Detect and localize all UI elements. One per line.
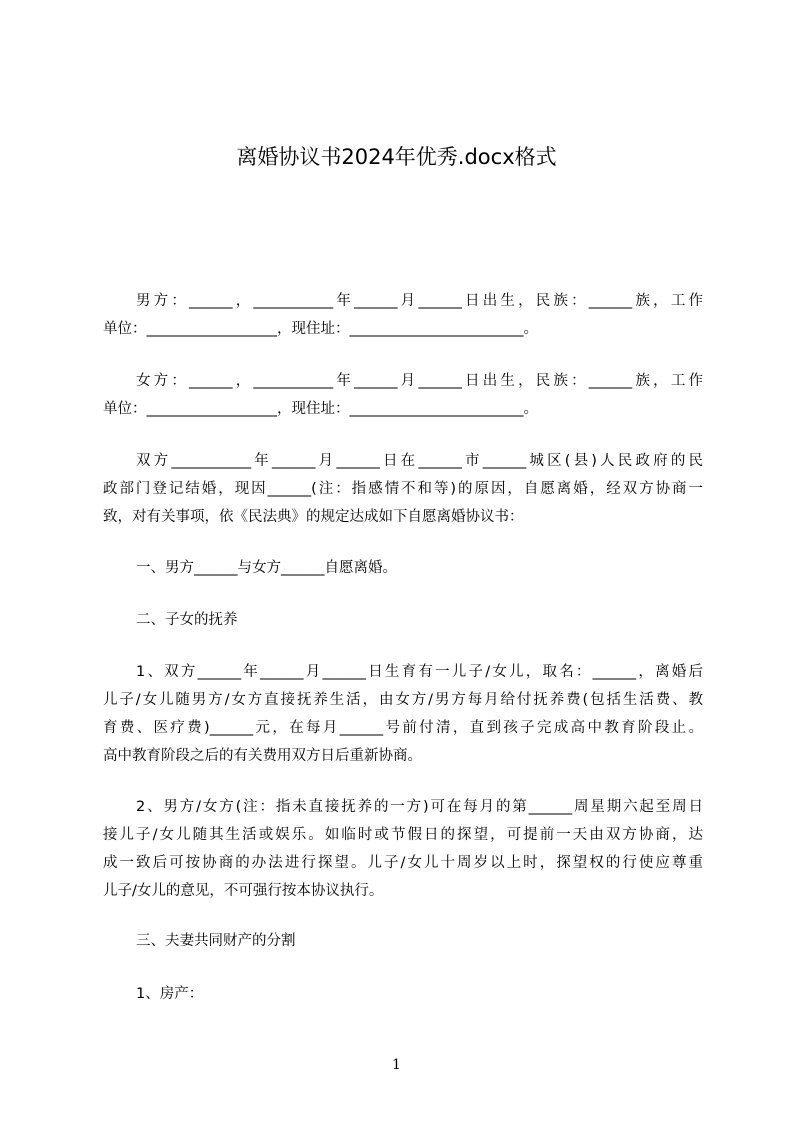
- text-line: 成一致后可按协商的办法进行探望。儿子/女儿十周岁以上时，探望权的行使应尊重: [103, 855, 703, 871]
- text-line: 单位：__________________，现住址：________________________。: [103, 401, 538, 417]
- text-line: 1、双方______年______月______日生育有一儿子/女儿，取名：______，离婚后: [136, 664, 703, 680]
- text-line: 育费、医疗费)______元，在每月______号前付清，直到孩子完成高中教育阶段止。: [103, 720, 703, 736]
- paragraph-marriage-info: [103, 447, 703, 531]
- text-line: 高中教育阶段之后的有关费用双方日后重新协商。: [103, 748, 422, 764]
- text-line: 双方___________年______月______日在______市______城区(县)人民政府的民: [136, 453, 703, 469]
- section-heading-real-estate: [103, 980, 703, 1008]
- text-line: 接儿子/女儿随其生活或娱乐。如临时或节假日的探望，可提前一天由双方协商，达: [103, 827, 703, 843]
- section-heading-child-custody: [103, 606, 703, 634]
- document-title: 离婚协议书2024年优秀.docx格式: [236, 145, 557, 169]
- page-number: 1: [392, 1057, 401, 1073]
- text-line: 单位：__________________，现住址：________________________。: [103, 321, 538, 337]
- text-line: 一、男方______与女方______自愿离婚。: [136, 560, 397, 576]
- text-line: 女方：______，___________年______月______日出生，民族：______族，工作: [136, 373, 703, 389]
- paragraph-husband-info: [103, 287, 703, 343]
- text-line: 儿子/女儿随男方/女方直接抚养生活，由女方/男方每月给付抚养费(包括生活费、教: [103, 692, 703, 708]
- text-line: 二、子女的抚养: [136, 612, 238, 628]
- text-line: 政部门登记结婚，现因______(注：指感情不和等)的原因，自愿离婚，经双方协商一: [103, 481, 703, 497]
- paragraph-wife-info: [103, 367, 703, 423]
- text-line: 男方：______，___________年______月______日出生，民族：______族，工作: [136, 293, 703, 309]
- text-line: 2、男方/女方(注：指未直接抚养的一方)可在每月的第______周星期六起至周日: [136, 799, 703, 815]
- section-heading-property: [103, 927, 703, 955]
- text-line: 三、夫妻共同财产的分割: [136, 933, 296, 949]
- paragraph-child-support: [103, 658, 703, 770]
- paragraph-visitation: [103, 793, 703, 905]
- text-line: 1、房产：: [136, 986, 204, 1002]
- text-line: 致，对有关事项，依《民法典》的规定达成如下自愿离婚协议书：: [103, 509, 524, 525]
- text-line: 儿子/女儿的意见，不可强行按本协议执行。: [103, 883, 384, 899]
- section-heading-divorce: [103, 554, 703, 582]
